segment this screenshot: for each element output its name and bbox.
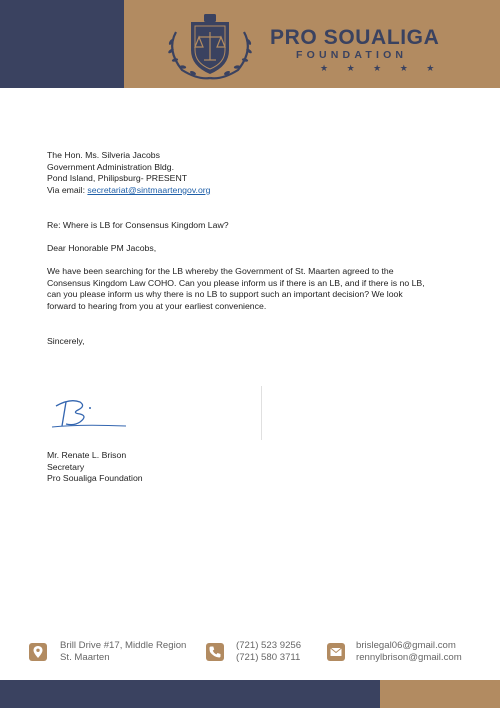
footer-phones: [236, 640, 301, 664]
phone-icon: [206, 643, 224, 661]
signer-title: Secretary: [47, 461, 85, 472]
divider-line: [261, 386, 262, 440]
header-navy-band: [0, 0, 124, 88]
address-line: Brill Drive #17, Middle Region: [60, 640, 187, 651]
envelope-icon: [327, 643, 345, 661]
brand-stars: ★ ★ ★ ★ ★: [320, 63, 443, 73]
phone-number[interactable]: (721) 523 9256: [236, 640, 302, 651]
handwritten-signature: [50, 394, 130, 432]
brand-subtitle: FOUNDATION: [296, 49, 408, 61]
crest-scales-icon: [158, 12, 262, 82]
brand-name: PRO SOUALIGA: [270, 26, 440, 49]
body-line: forward to hearing from you at your earliest convenience.: [47, 300, 267, 311]
footer-gold-band: [380, 680, 500, 708]
body-line: can you please inform us why there is no LB to support such an important decision? We look: [47, 289, 403, 300]
body-line: We have been searching for the LB whereby the Government of St. Maarten agreed to the: [47, 265, 394, 276]
signer-name: Mr. Renate L. Brison: [47, 450, 127, 461]
letter-body: [47, 150, 457, 485]
recipient-name: The Hon. Ms. Silveria Jacobs: [47, 150, 160, 160]
email-label: Via email:: [47, 184, 88, 195]
subject-line: Re: Where is LB for Consensus Kingdom Law?: [47, 219, 229, 230]
recipient-address: Pond Island, Philipsburg- PRESENT: [47, 173, 188, 184]
phone-number[interactable]: (721) 580 3711: [236, 651, 301, 663]
signer-organization: Pro Soualiga Foundation: [47, 473, 143, 484]
recipient-building: Government Administration Bldg.: [47, 161, 174, 172]
salutation: Dear Honorable PM Jacobs,: [47, 242, 157, 253]
recipient-email-link[interactable]: secretariat@sintmaartengov.org: [87, 184, 211, 195]
closing: Sincerely,: [47, 335, 85, 346]
footer-navy-band: [0, 680, 380, 708]
body-line: Consensus Kingdom Law COHO. Can you please inform us if there is an LB, and if there is no LB,: [47, 277, 425, 288]
footer-address: [60, 640, 186, 664]
footer-emails: [356, 640, 462, 664]
address-line: St. Maarten: [60, 651, 110, 663]
location-pin-icon: [29, 643, 47, 661]
footer-email[interactable]: brislegal06@gmail.com: [356, 640, 456, 651]
footer-email[interactable]: rennylbrison@gmail.com: [356, 651, 462, 663]
recipient-email-line: [47, 185, 457, 197]
